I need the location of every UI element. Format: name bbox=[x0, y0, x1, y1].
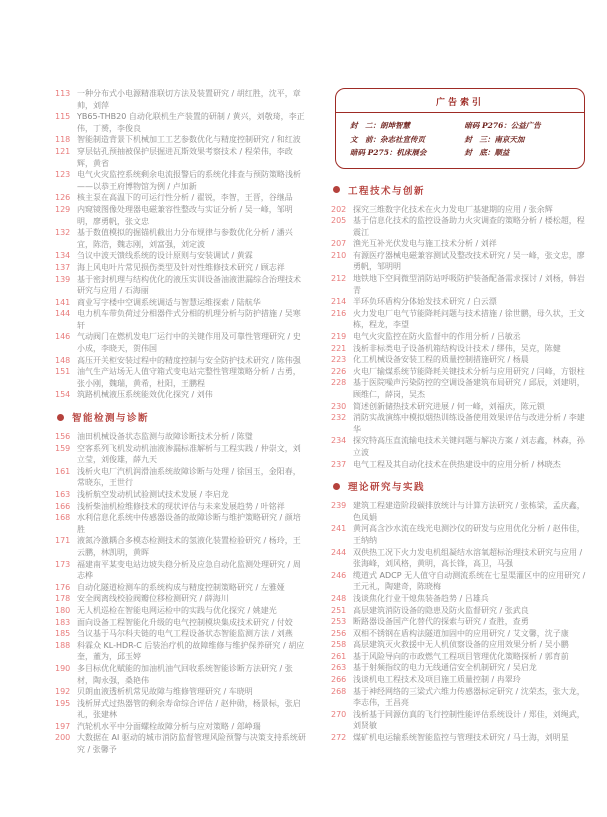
entry-title: 半环负环盾构分体始发技术研究 / 白云漂 bbox=[353, 297, 497, 307]
toc-entry bbox=[331, 732, 588, 744]
ad-index-row bbox=[350, 119, 570, 133]
entry-title: 电气火灾监控系统剩余电流报警后的系统化排查与预防策略浅析——以恭王府博物馆为例 / 卢加新 bbox=[77, 170, 301, 191]
entry-page-number: 226 bbox=[331, 366, 347, 376]
entry-title: 无人机巡检在智能电网运检中的实践与优化探究 / 姚建光 bbox=[77, 605, 277, 615]
entry-page-number: 239 bbox=[331, 501, 347, 511]
entry-title: 空客系列飞机发动机油液渗漏标准解析与工程实践 / 仲崇文，刘立莹，刘俊雄，薛九天 bbox=[77, 443, 301, 465]
section-header bbox=[57, 410, 308, 424]
toc-entry bbox=[55, 169, 308, 192]
entry-page-number: 272 bbox=[331, 733, 347, 743]
entry-page-number: 163 bbox=[55, 490, 71, 499]
toc-entry bbox=[55, 686, 308, 698]
entry-title: 煤矿机电运输系统智能监控与管理技术研究 / 马士海，刘明星 bbox=[353, 733, 569, 743]
toc-entry bbox=[55, 111, 308, 134]
toc-entry bbox=[55, 227, 308, 250]
entry-page-number: 146 bbox=[55, 332, 71, 342]
toc-entry bbox=[55, 134, 308, 146]
entry-page-number: 113 bbox=[55, 89, 71, 98]
entry-page-number: 207 bbox=[331, 239, 347, 249]
entry-title: 核主泵在高温下的可运行性分析 / 翟锐，李智，王晋，谷继品 bbox=[77, 193, 293, 203]
entry-title: 高层建筑灭火救援中无人机侦察设备的应用效果分析 / 吴小鹏 bbox=[353, 640, 569, 650]
entry-title: 浅谈焦化行业干熄焦装备趋势 / 吕雄兵 bbox=[353, 593, 489, 603]
entry-title: 火电厂输煤系统节能降耗关键技术分析与应用研究 / 闫峰，方银柱 bbox=[353, 366, 585, 376]
entry-title: 海上风电叶片常见损伤类型及针对性维修技术研究 / 顾志祥 bbox=[77, 262, 285, 272]
toc-entry bbox=[331, 401, 588, 413]
toc-entry bbox=[55, 297, 308, 309]
toc-left-column bbox=[55, 88, 308, 756]
entry-title: 渔光互补光伏发电与施工技术分析 / 刘祥 bbox=[353, 239, 497, 249]
section-title: 智能检测与诊断 bbox=[72, 413, 150, 425]
entry-title: 液氮冷激耦合多模态检测技术的氢液化装置检验研究 / 杨玲，王云鹏，林凯明，黄晖 bbox=[77, 536, 301, 557]
entry-title: 筑路机械液压系统能效优化探究 / 刘伟 bbox=[77, 390, 213, 400]
toc-entry bbox=[331, 377, 588, 400]
toc-entry bbox=[331, 616, 588, 628]
entry-page-number: 168 bbox=[55, 513, 71, 523]
entry-title: 化工机械设备安装工程的质量控制措施研究 / 杨晨 bbox=[353, 355, 529, 365]
toc-entry bbox=[331, 331, 588, 343]
entry-page-number: 154 bbox=[55, 390, 71, 400]
entry-page-number: 192 bbox=[55, 687, 71, 697]
toc-entry bbox=[55, 582, 308, 594]
toc-entry bbox=[331, 435, 588, 458]
entry-title: 基于信息化技术的监控设备助力火灾调查的策略分析 / 楼松超，程震江 bbox=[353, 216, 585, 237]
ad-index-cell-left: 封 二：朗坤智慧 bbox=[350, 121, 410, 130]
entry-page-number: 129 bbox=[55, 204, 71, 214]
toc-entry bbox=[331, 204, 588, 216]
entry-page-number: 197 bbox=[55, 721, 71, 731]
entry-title: 电气工程及其自动化技术在供热建设中的应用分析 / 林晓杰 bbox=[353, 459, 561, 469]
entry-page-number: 214 bbox=[331, 297, 347, 307]
toc-entry bbox=[55, 663, 308, 686]
section-title: 理论研究与实践 bbox=[348, 482, 426, 494]
toc-entry bbox=[55, 250, 308, 262]
entry-title: 油田机械设备状态监测与故障诊断技术分析 / 陈璧 bbox=[77, 432, 253, 442]
entry-title: 汽轮机水平中分面螺栓故障分析与应对策略 / 郐峥瑞 bbox=[77, 721, 261, 731]
entry-title: 刍议基于马尔科夫链的电气工程设备状态智能监测方法 / 刘燕 bbox=[77, 629, 293, 639]
entry-page-number: 195 bbox=[55, 698, 71, 708]
toc-entry bbox=[55, 732, 308, 755]
toc-entry bbox=[331, 686, 588, 709]
entry-page-number: 156 bbox=[55, 432, 71, 442]
toc-entry bbox=[331, 628, 588, 640]
section-header bbox=[333, 479, 588, 493]
entry-title: 浅析火电厂汽机润滑油系统故障诊断与处理 / 徐国玉，金阳春，常晓东，王世行 bbox=[77, 466, 301, 488]
entry-page-number: 126 bbox=[55, 193, 71, 203]
toc-entry bbox=[331, 639, 588, 651]
toc-entry bbox=[55, 443, 308, 466]
entry-page-number: 223 bbox=[331, 355, 347, 365]
entry-title: 断路器设备国产化替代的探索与研究 / 查胜，查勇 bbox=[353, 617, 529, 627]
entry-title: 穿层钻孔预抽被保护层掘进瓦斯效果考察技术 / 程荣伟，李政辉，黄省 bbox=[77, 146, 293, 168]
entry-title: 多目标优化赋能的加油机油气回收系统智能诊断方法研究 / 张材，陶永强，桑艳伟 bbox=[77, 663, 293, 685]
entry-page-number: 118 bbox=[55, 135, 71, 145]
ad-index-cell-left: 暗码 P275：机床展会 bbox=[350, 148, 427, 157]
entry-title: 浅析非标类电子设备机箱结构设计技术 / 缪伟，吴克，陈健 bbox=[353, 343, 561, 353]
toc-entry bbox=[55, 88, 308, 111]
section-bullet-icon bbox=[333, 483, 340, 490]
entry-title: 福建南平某变电站边坡失稳分析及应急自动化监测处理研究 / 周志桦 bbox=[77, 559, 301, 581]
entry-title: 电力机车带负荷过分相器件式分相的机理分析与防护措施 / 吴寒轩 bbox=[77, 309, 301, 330]
entry-page-number: 230 bbox=[331, 401, 347, 411]
entry-page-number: 266 bbox=[331, 675, 347, 685]
toc-entry bbox=[55, 192, 308, 204]
toc-entry bbox=[331, 238, 588, 250]
entry-title: 地铁地下空间微型消防站呼吸防护装备配备需求探讨 / 刘杨，韩岩青 bbox=[353, 274, 585, 295]
entry-title: 大数据在 AI 驱动的城市消防监督管理风险预警与决策支持系统研究 / 张馨予 bbox=[77, 733, 306, 755]
toc-entry bbox=[55, 355, 308, 367]
entry-page-number: 161 bbox=[55, 466, 71, 476]
entry-page-number: 210 bbox=[331, 250, 347, 260]
toc-entry bbox=[55, 331, 308, 354]
toc-entry bbox=[55, 262, 308, 274]
entry-title: 高层建筑消防设备的隐患及防火监督研究 / 张武良 bbox=[353, 605, 529, 615]
entry-title: 科霖众 KL-HDR-C 后装治疗机的故障维修与维护保养研究 / 胡应奎，董为，邱玉婷 bbox=[77, 640, 305, 662]
entry-page-number: 232 bbox=[331, 413, 347, 423]
entry-page-number: 121 bbox=[55, 146, 71, 156]
entry-page-number: 159 bbox=[55, 443, 71, 453]
entry-title: 商业写字楼中空调系统调适与智慧运维探索 / 陆航华 bbox=[77, 297, 261, 307]
entry-page-number: 246 bbox=[331, 570, 347, 580]
entry-page-number: 137 bbox=[55, 262, 71, 272]
entry-page-number: 261 bbox=[331, 651, 347, 661]
entry-title: 基于数值模拟的掘锚机截出力分布规律与参数优化分析 / 潘兴宜，陈浩，魏志刚，刘富强，刘定波 bbox=[77, 228, 293, 249]
entry-page-number: 219 bbox=[331, 332, 347, 342]
entry-page-number: 258 bbox=[331, 640, 347, 650]
toc-entry bbox=[55, 274, 308, 297]
entry-page-number: 190 bbox=[55, 663, 71, 673]
entry-title: 水利信息化系统中传感器设备的故障诊断与维护策略研究 / 颜培胜 bbox=[77, 513, 301, 534]
entry-title: 基于医院噪声污染防控的空调设备建筑布局研究 / 邱辰，刘建明，顾维仁，薛岗，吴杰 bbox=[353, 378, 585, 399]
toc-entry bbox=[331, 570, 588, 593]
entry-page-number: 151 bbox=[55, 367, 71, 377]
toc-entry bbox=[55, 489, 308, 501]
entry-title: 贝朗血液透析机常见故障与维修管理研究 / 车晓明 bbox=[77, 687, 253, 697]
entry-page-number: 180 bbox=[55, 605, 71, 615]
entry-page-number: 183 bbox=[55, 617, 71, 627]
entry-title: 面向设备工程智能化升级的电气控制模块集成技术研究 / 付姣 bbox=[77, 617, 293, 627]
entry-page-number: 263 bbox=[331, 663, 347, 673]
toc-entry bbox=[55, 366, 308, 389]
entry-title: 双相不锈钢在盾构法隧道加固中的应用研究 / 艾文馨，沈子康 bbox=[353, 628, 569, 638]
entry-page-number: 185 bbox=[55, 629, 71, 639]
entry-title: 电气火灾监控在防火监督中的作用分析 / 吕敏丞 bbox=[353, 332, 521, 342]
section-title: 工程技术与创新 bbox=[348, 185, 426, 197]
entry-page-number: 148 bbox=[55, 355, 71, 365]
toc-entry bbox=[55, 605, 308, 617]
entry-title: 基于射频指纹的电力无线通信安全机制研究 / 吴启龙 bbox=[353, 663, 537, 673]
toc-entry bbox=[331, 523, 588, 546]
entry-title: 缆道式 ADCP 无人值守自动测流系统在七星渠灌区中的应用研究 / 王元礼，陶建奇，陈晓梅 bbox=[353, 570, 586, 592]
toc-entry bbox=[55, 617, 308, 629]
entry-title: 黄河高含沙水流在线光电测沙仪的研发与应用优化分析 / 赵伟佳，王纳纳 bbox=[353, 524, 585, 545]
toc-entry bbox=[55, 308, 308, 331]
toc-entry bbox=[331, 605, 588, 617]
toc-entry bbox=[55, 512, 308, 535]
entry-title: 安全阀离线校验阀瓣位移检测研究 / 薛海川 bbox=[77, 594, 229, 604]
toc-right-column bbox=[331, 86, 588, 744]
entry-page-number: 123 bbox=[55, 170, 71, 180]
entry-page-number: 251 bbox=[331, 605, 347, 615]
entry-title: 浅析柴油机检维修技术的现状评估与未来发展趋势 / 叶铭祥 bbox=[77, 501, 285, 511]
entry-title: 浅析基于同源仿真的飞行控制性能评估系统设计 / 郑佳，刘绳武，刘贤敏 bbox=[353, 709, 585, 731]
toc-entry bbox=[55, 698, 308, 721]
toc-entry bbox=[331, 354, 588, 366]
ad-index-title: 广告索引 bbox=[435, 98, 484, 108]
entry-page-number: 216 bbox=[331, 308, 347, 318]
entry-title: 基于风险导向的市政燃气工程项目管理优化策略探析 / 郭育前 bbox=[353, 651, 569, 661]
entry-title: 探究三维数字化技术在火力发电厂基建期的应用 / 张余辉 bbox=[353, 204, 553, 214]
toc-entry bbox=[331, 651, 588, 663]
ad-index-cell-right: 封 三：南京天加 bbox=[464, 134, 525, 144]
entry-title: 浅谈机电工程技术及项目施工质量控制 / 冉翠玲 bbox=[353, 675, 521, 685]
ad-index-cell-right: 暗码 P276：公益广告 bbox=[464, 121, 541, 130]
entry-page-number: 256 bbox=[331, 628, 347, 638]
entry-page-number: 178 bbox=[55, 594, 71, 604]
toc-entry bbox=[331, 674, 588, 686]
entry-page-number: 200 bbox=[55, 733, 71, 743]
toc-entry bbox=[55, 466, 308, 489]
entry-page-number: 248 bbox=[331, 593, 347, 603]
toc-right-sections bbox=[331, 183, 588, 744]
toc-entry bbox=[55, 628, 308, 640]
section-bullet-icon bbox=[333, 186, 340, 193]
entry-title: 简述创新储热技术研究进展 / 何一峰，刘福庆，陈元锁 bbox=[353, 401, 545, 411]
entry-title: 智能制造背景下机械加工工艺参数优化与精度控制研究 / 和红波 bbox=[77, 135, 301, 145]
entry-title: 双供热工况下火力发电机组凝结水溶氧超标治理技术研究与应用 / 张海峰，刘风格，黄明，高长锋，高卫，马强 bbox=[353, 547, 583, 569]
entry-page-number: 115 bbox=[55, 112, 71, 122]
entry-title: 浅析屏式过热器管的剩余寿命综合评估 / 赵仲勋，杨景标，张启礼，张建林 bbox=[77, 698, 301, 720]
toc-entry bbox=[331, 500, 588, 523]
toc-entry bbox=[331, 343, 588, 355]
entry-title: 浅析航空发动机试验测试技术发展 / 李启龙 bbox=[77, 490, 229, 499]
entry-page-number: 173 bbox=[55, 559, 71, 569]
entry-page-number: 228 bbox=[331, 378, 347, 388]
entry-page-number: 166 bbox=[55, 501, 71, 511]
toc-entry bbox=[55, 640, 308, 663]
toc-entry bbox=[55, 721, 308, 733]
entry-title: 内窥镜图像处理器电磁兼容性整改与实证分析 / 吴一峰，邹明明，廖勇帆，张文忠 bbox=[77, 204, 293, 226]
entry-title: 一种分布式小电源精准联切方法及装置研究 / 胡红胜，沈平，章帅，刘萍 bbox=[77, 89, 301, 110]
toc-entry bbox=[331, 366, 588, 378]
ad-index-rows bbox=[336, 113, 584, 161]
entry-title: 基于神经网络的三梁式六维力传感器标定研究 / 沈荣杰，张大龙，李志伟，王昌亮 bbox=[353, 686, 585, 708]
ad-index-box bbox=[335, 88, 585, 169]
entry-title: 消防实战演练中模拟烟热训练设备使用效果评估与改进分析 / 李建华 bbox=[353, 413, 585, 434]
toc-entry bbox=[55, 431, 308, 443]
entry-page-number: 171 bbox=[55, 536, 71, 546]
entry-title: 基于密封机理与结构优化的液压实训设备油液泄漏综合治理技术研究与应用 / 石海丽 bbox=[77, 274, 301, 296]
toc-entry bbox=[331, 215, 588, 238]
toc-entry bbox=[331, 412, 588, 435]
toc-entry bbox=[331, 662, 588, 674]
toc-entry bbox=[331, 250, 588, 273]
entry-title: 探究特高压直流输电技术关键问题与解决方案 / 刘志鑫，林森，孙立波 bbox=[353, 436, 585, 457]
entry-title: 刍议中波天馈线系统的设计原则与安装调试 / 黄霖 bbox=[77, 251, 253, 261]
toc-entry bbox=[55, 204, 308, 227]
toc-entry bbox=[331, 709, 588, 732]
entry-page-number: 221 bbox=[331, 343, 347, 353]
toc-entry bbox=[55, 389, 308, 401]
toc-entry bbox=[331, 547, 588, 570]
entry-page-number: 139 bbox=[55, 274, 71, 284]
entry-page-number: 144 bbox=[55, 309, 71, 319]
entry-page-number: 268 bbox=[331, 686, 347, 696]
ad-index-cell-left: 文 前：杂志社宣传页 bbox=[350, 134, 425, 144]
entry-page-number: 241 bbox=[331, 524, 347, 534]
ad-index-cell-right: 封 底：顺益 bbox=[464, 148, 510, 157]
entry-page-number: 244 bbox=[331, 547, 347, 557]
entry-title: 气动阀门在燃机发电厂运行中的关键作用及可靠性管理研究 / 史小成，李晓天，贺伟国 bbox=[77, 332, 301, 354]
ad-index-row bbox=[350, 146, 570, 160]
entry-page-number: 253 bbox=[331, 617, 347, 627]
entry-page-number: 212 bbox=[331, 274, 347, 284]
entry-title: YB65-THB20 自动化联机生产装置的研制 / 黄兴，刘敬琦，李正伟，丁赟，李俊良 bbox=[77, 112, 305, 133]
toc-entry bbox=[55, 535, 308, 558]
toc-entry bbox=[331, 296, 588, 308]
entry-page-number: 188 bbox=[55, 640, 71, 650]
toc-entry bbox=[331, 593, 588, 605]
entry-page-number: 176 bbox=[55, 582, 71, 592]
entry-page-number: 205 bbox=[331, 216, 347, 226]
entry-title: 建筑工程建造阶段碳排放统计与计算方法研究 / 张栋梁，孟庆鑫，色凤娟 bbox=[353, 501, 585, 522]
toc-entry bbox=[55, 559, 308, 582]
entry-page-number: 234 bbox=[331, 436, 347, 446]
entry-title: 油气生产站场无人值守箱式变电站完整性管理策略分析 / 古勇，张小刚，魏瑞，黄希，杜阳，王鹏程 bbox=[77, 367, 301, 388]
entry-page-number: 141 bbox=[55, 297, 71, 307]
section-header bbox=[333, 183, 588, 197]
section-bullet-icon bbox=[57, 414, 64, 421]
entry-page-number: 132 bbox=[55, 228, 71, 238]
toc-entry bbox=[55, 593, 308, 605]
toc-entry bbox=[331, 273, 588, 296]
toc-entry bbox=[331, 459, 588, 471]
entry-page-number: 202 bbox=[331, 204, 347, 214]
entry-title: 自动化隧道检测车的系统构成与精度控制策略研究 / 左雅娅 bbox=[77, 582, 285, 592]
entry-title: 高压开关柜安装过程中的精度控制与安全防护技术研究 / 陈伟强 bbox=[77, 355, 301, 365]
entry-page-number: 270 bbox=[331, 709, 347, 719]
entry-page-number: 134 bbox=[55, 251, 71, 261]
ad-index-row bbox=[350, 133, 570, 147]
toc-entry bbox=[55, 146, 308, 169]
entry-title: 火力发电厂电气节能降耗问题与技术措施 / 徐世鹏，母久状，王文栋，程龙，李望 bbox=[353, 308, 585, 330]
toc-entry bbox=[331, 308, 588, 331]
entry-page-number: 237 bbox=[331, 459, 347, 469]
toc-entry bbox=[55, 501, 308, 513]
entry-title: 有源医疗器械电磁兼容测试及整改技术研究 / 吴一峰，张文忠，廖勇帆，邹明明 bbox=[353, 250, 585, 272]
